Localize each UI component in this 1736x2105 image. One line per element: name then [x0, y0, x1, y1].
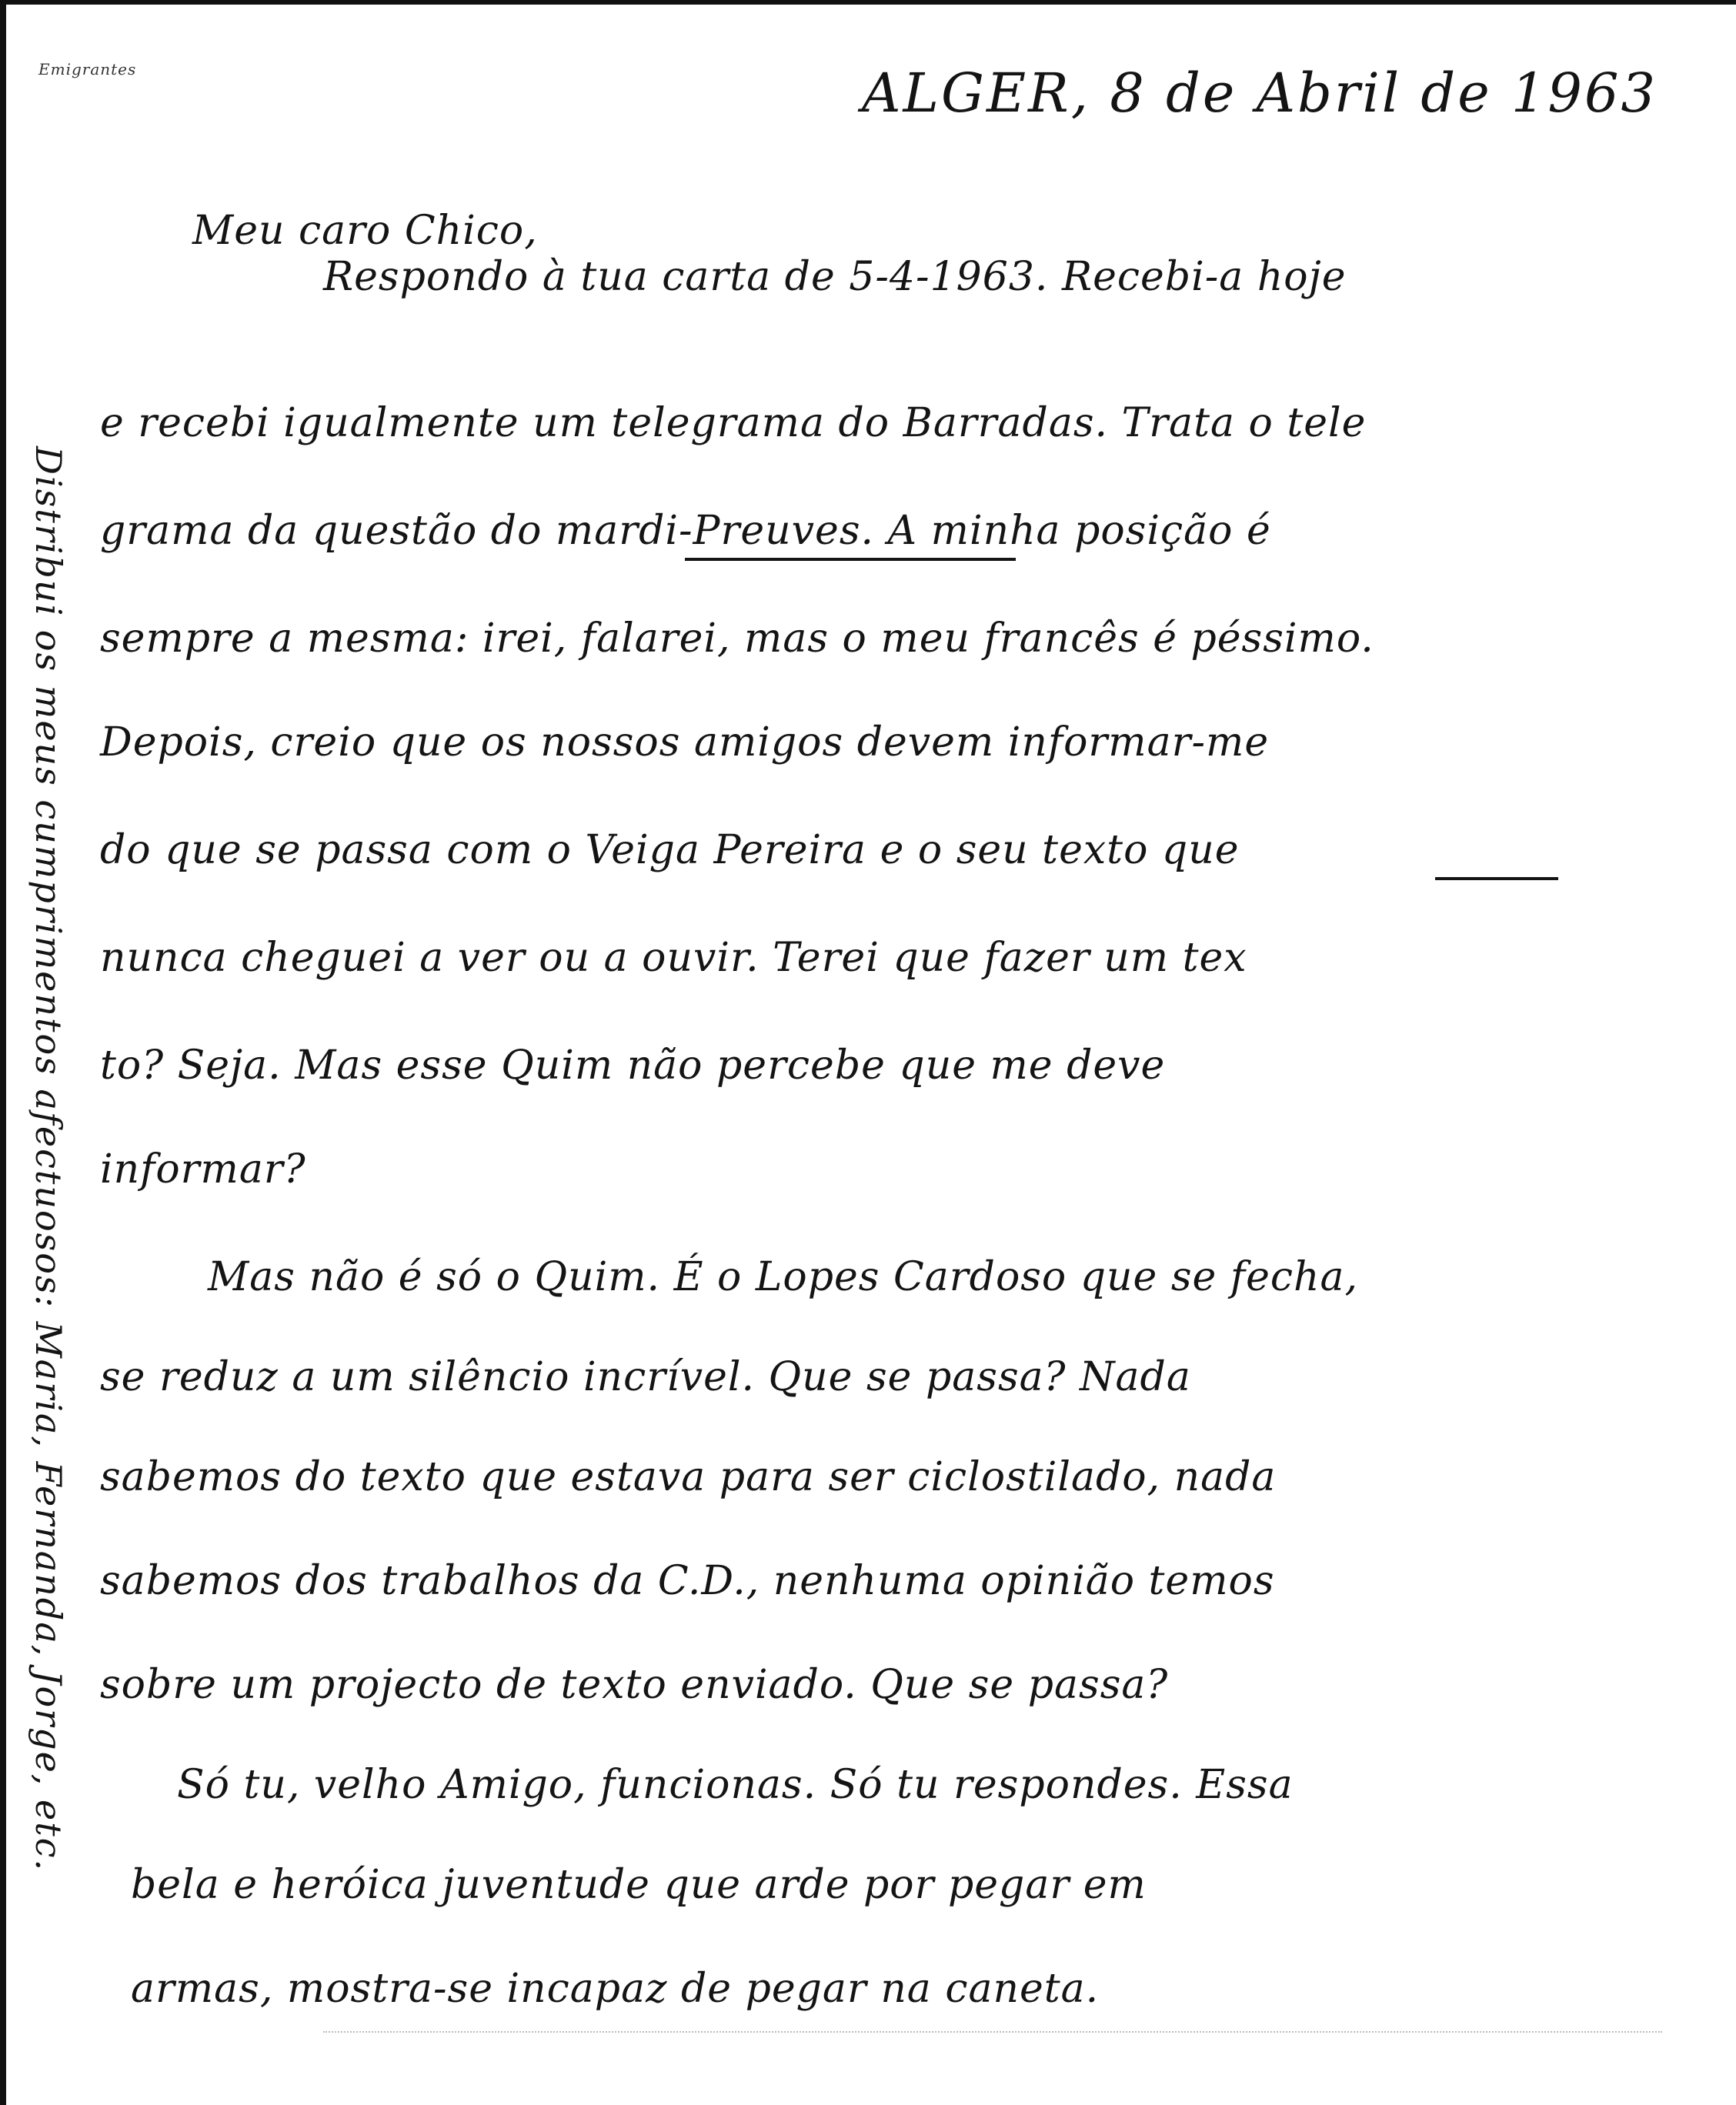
- letter-line: Depois, creio que os nossos amigos devem informar-me: [100, 719, 1270, 766]
- letter-line: sabemos do texto que estava para ser ciclostilado, nada: [100, 1454, 1277, 1500]
- letter-line: Só tu, velho Amigo, funcionas. Só tu respondes. Essa: [177, 1762, 1294, 1808]
- letter-line: informar?: [100, 1146, 306, 1193]
- letter-line: se reduz a um silêncio incrível. Que se passa? Nada: [100, 1354, 1191, 1400]
- corner-mark: Emigrantes: [38, 60, 137, 78]
- underline-texto: [1435, 877, 1558, 880]
- letter-line: sempre a mesma: irei, falarei, mas o meu francês é péssimo.: [100, 615, 1374, 662]
- letter-line: Respondo à tua carta de 5-4-1963. Recebi-a hoje: [323, 254, 1347, 300]
- letter-line: do que se passa com o Veiga Pereira e o seu texto que: [100, 827, 1240, 873]
- dateline: ALGER, 8 de Abril de 1963: [862, 62, 1658, 125]
- letter-line: grama da questão do mardi-Preuves. A minha posição é: [100, 508, 1271, 554]
- scan-edge-top: [0, 0, 1736, 5]
- scan-edge-left: [0, 0, 6, 2105]
- underline-mardi-preuves: [685, 558, 1016, 561]
- letter-line: armas, mostra-se incapaz de pegar na caneta.: [131, 1966, 1100, 2012]
- margin-note: Distribui os meus cumprimentos afectuosos: Maria, Fernanda, Jorge, etc.: [28, 446, 69, 1873]
- letter-line: bela e heróica juventude que arde por pegar em: [131, 1862, 1147, 1908]
- letter-line: e recebi igualmente um telegrama do Barradas. Trata o tele: [100, 400, 1367, 446]
- scan-bottom-rule: [323, 2031, 1662, 2034]
- salutation: Meu caro Chico,: [192, 208, 538, 254]
- letter-line: sobre um projecto de texto enviado. Que se passa?: [100, 1662, 1169, 1708]
- letter-line: sabemos dos trabalhos da C.D., nenhuma opinião temos: [100, 1558, 1275, 1604]
- letter-line: to? Seja. Mas esse Quim não percebe que me deve: [100, 1042, 1166, 1089]
- letter-line: Mas não é só o Quim. É o Lopes Cardoso que se fecha,: [208, 1254, 1358, 1300]
- letter-line: nunca cheguei a ver ou a ouvir. Terei que fazer um tex: [100, 935, 1247, 981]
